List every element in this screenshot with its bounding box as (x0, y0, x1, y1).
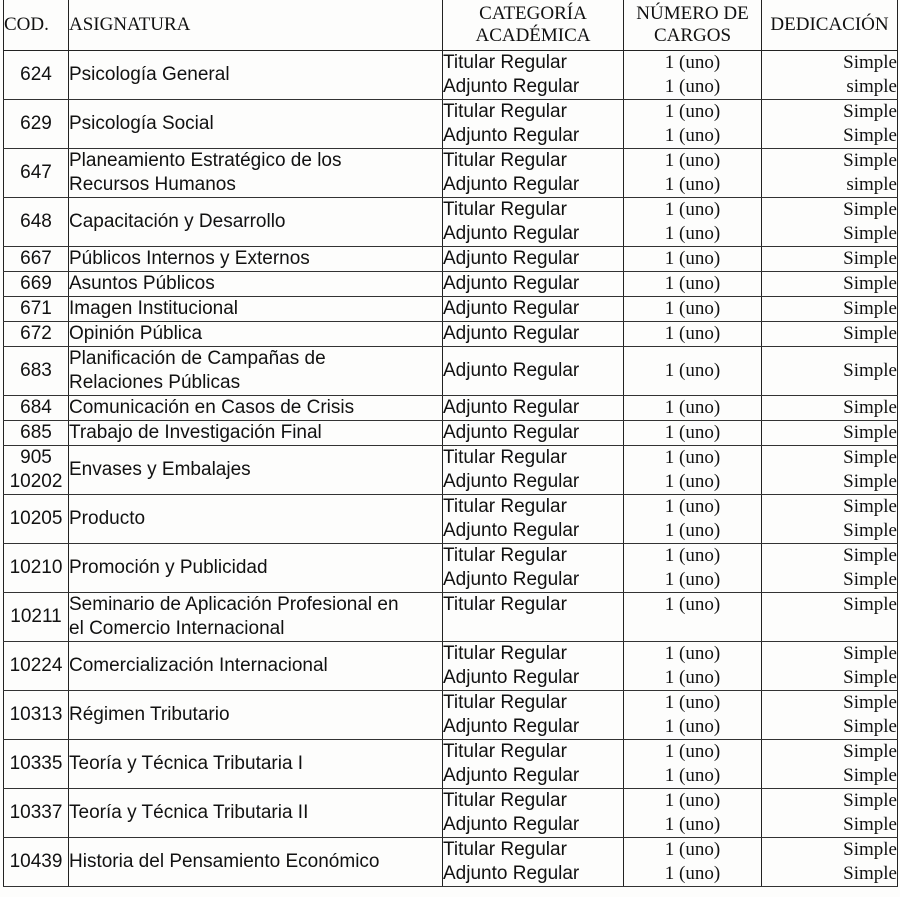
cell-categoria-line: Adjunto Regular (443, 223, 580, 244)
cell-categoria-line: Titular Regular (443, 790, 567, 811)
cell-categoria (443, 446, 624, 495)
cell-categoria-line: Adjunto Regular (443, 422, 580, 443)
cell-cod (4, 149, 69, 198)
cell-dedicacion (762, 396, 898, 421)
header-dedicacion: DEDICACIÓN (762, 0, 898, 51)
cell-cod (4, 247, 69, 272)
cell-asignatura-line: Comunicación en Casos de Crisis (69, 397, 355, 418)
cell-categoria-line: Titular Regular (443, 52, 567, 73)
cell-asignatura (69, 100, 443, 149)
cell-numero (624, 544, 762, 593)
cell-dedicacion-line: Simple (843, 422, 897, 443)
cell-categoria-line: Adjunto Regular (443, 569, 580, 590)
cell-dedicacion (762, 495, 898, 544)
cell-numero (624, 100, 762, 149)
cell-categoria-line: Adjunto Regular (443, 248, 580, 269)
cell-dedicacion (762, 100, 898, 149)
cell-dedicacion-line: Simple (843, 545, 897, 566)
cell-asignatura-line: Teoría y Técnica Tributaria II (69, 802, 309, 823)
cell-asignatura-line: Régimen Tributario (69, 704, 230, 725)
cell-asignatura-line: Asuntos Públicos (69, 273, 215, 294)
cell-categoria (443, 247, 624, 272)
cell-asignatura-line: Producto (69, 508, 146, 529)
cell-cod (4, 100, 69, 149)
cell-categoria-line: Adjunto Regular (443, 360, 580, 381)
cell-numero (624, 347, 762, 396)
cell-dedicacion (762, 297, 898, 322)
table-row (4, 347, 898, 396)
cell-categoria (443, 51, 624, 100)
table-row (4, 297, 898, 322)
cell-categoria (443, 495, 624, 544)
cell-cod-line: 10211 (10, 606, 62, 627)
cell-asignatura-line: Seminario de Aplicación Profesional en (69, 594, 399, 615)
cell-dedicacion-line: Simple (843, 150, 897, 171)
cell-dedicacion-line: Simple (843, 248, 897, 269)
cell-asignatura-line: Teoría y Técnica Tributaria I (69, 753, 304, 774)
cell-numero-line: 1 (uno) (664, 716, 721, 737)
table-row (4, 544, 898, 593)
cell-categoria-line: Adjunto Regular (443, 765, 580, 786)
cell-dedicacion (762, 544, 898, 593)
cell-categoria (443, 593, 624, 642)
cell-numero-line: 1 (uno) (664, 52, 721, 73)
cell-dedicacion-line: Simple (843, 273, 897, 294)
cell-dedicacion-line: Simple (843, 125, 897, 146)
cell-dedicacion-line: Simple (843, 765, 897, 786)
table-row (4, 247, 898, 272)
cell-numero-line (624, 617, 761, 641)
cell-dedicacion-line: Simple (843, 863, 897, 884)
cell-categoria (443, 691, 624, 740)
table-row (4, 272, 898, 297)
cell-cod-line: 671 (20, 298, 52, 319)
table-row (4, 396, 898, 421)
cell-asignatura-line: Envases y Embalajes (69, 459, 251, 480)
cell-categoria-line: Titular Regular (443, 199, 567, 220)
cell-categoria-line: Titular Regular (443, 839, 567, 860)
cell-categoria-line: Adjunto Regular (443, 76, 580, 97)
cell-cod (4, 347, 69, 396)
cell-categoria-line: Adjunto Regular (443, 125, 580, 146)
cell-dedicacion-line: Simple (843, 471, 897, 492)
cell-numero-line: 1 (uno) (664, 397, 721, 418)
cell-dedicacion-line: Simple (843, 839, 897, 860)
cell-asignatura (69, 272, 443, 297)
cell-cod (4, 642, 69, 691)
cell-numero-line: 1 (uno) (664, 248, 721, 269)
cell-categoria (443, 149, 624, 198)
cell-numero (624, 198, 762, 247)
cell-numero-line: 1 (uno) (664, 545, 721, 566)
cell-dedicacion-line: Simple (843, 814, 897, 835)
cell-asignatura (69, 495, 443, 544)
cell-cod (4, 322, 69, 347)
cell-numero (624, 247, 762, 272)
cell-categoria-line: Adjunto Regular (443, 298, 580, 319)
cell-dedicacion (762, 198, 898, 247)
cell-asignatura (69, 642, 443, 691)
cell-numero-line: 1 (uno) (664, 814, 721, 835)
cell-numero (624, 593, 762, 642)
cell-asignatura-line: Psicología General (69, 64, 230, 85)
cell-numero-line: 1 (uno) (664, 765, 721, 786)
cell-asignatura-line: Recursos Humanos (69, 174, 236, 195)
cell-numero-line: 1 (uno) (664, 422, 721, 443)
cell-dedicacion-line: Simple (843, 447, 897, 468)
table-row (4, 322, 898, 347)
cell-numero (624, 740, 762, 789)
cell-asignatura-line: Historia del Pensamiento Económico (69, 851, 380, 872)
cell-numero (624, 322, 762, 347)
cell-asignatura-line: Promoción y Publicidad (69, 557, 268, 578)
cell-cod-line: 669 (20, 273, 52, 294)
cell-dedicacion-line: simple (846, 174, 897, 195)
cell-numero-line: 1 (uno) (664, 643, 721, 664)
cell-numero-line: 1 (uno) (664, 101, 721, 122)
cell-categoria-line: Titular Regular (443, 150, 567, 171)
header-row (4, 0, 898, 51)
cell-cod (4, 51, 69, 100)
header-categoria-line: ACADÉMICA (475, 25, 591, 46)
cell-asignatura-line: Relaciones Públicas (69, 372, 241, 393)
cell-dedicacion (762, 740, 898, 789)
cell-numero-line: 1 (uno) (664, 125, 721, 146)
cell-dedicacion-line: Simple (843, 741, 897, 762)
cell-categoria-line: Adjunto Regular (443, 667, 580, 688)
header-numero-line: NÚMERO DE (636, 3, 749, 24)
cell-dedicacion (762, 642, 898, 691)
cell-numero (624, 272, 762, 297)
cell-asignatura-line: Psicología Social (69, 113, 214, 134)
header-numero (624, 0, 762, 51)
cell-cod-line: 685 (20, 422, 52, 443)
cell-asignatura-line: Opinión Pública (69, 323, 203, 344)
cell-numero-line: 1 (uno) (664, 569, 721, 590)
cell-dedicacion-line: Simple (843, 101, 897, 122)
cell-numero (624, 421, 762, 446)
cell-numero-line: 1 (uno) (664, 360, 721, 381)
cell-cod-line: 10205 (9, 508, 63, 529)
cell-dedicacion (762, 149, 898, 198)
cell-asignatura-line: Capacitación y Desarrollo (69, 211, 286, 232)
cell-numero-line: 1 (uno) (664, 174, 721, 195)
cell-dedicacion (762, 446, 898, 495)
cell-numero (624, 789, 762, 838)
cell-cod-line: 684 (20, 397, 52, 418)
cell-categoria-line: Titular Regular (443, 594, 567, 615)
cell-categoria-line: Adjunto Regular (443, 323, 580, 344)
cell-cod (4, 446, 69, 495)
cell-cod-line: 905 (20, 447, 52, 468)
cell-categoria (443, 838, 624, 887)
cell-cod-line: 648 (20, 211, 52, 232)
cell-dedicacion-line: Simple (843, 520, 897, 541)
cell-dedicacion-line: Simple (843, 594, 897, 615)
cell-categoria (443, 396, 624, 421)
cell-numero-line: 1 (uno) (664, 496, 721, 517)
cell-numero-line: 1 (uno) (664, 790, 721, 811)
header-categoria (443, 0, 624, 51)
cell-categoria-line: Titular Regular (443, 643, 567, 664)
cell-asignatura-line: el Comercio Internacional (69, 618, 285, 639)
cell-cod-line: 624 (20, 64, 52, 85)
cell-asignatura (69, 593, 443, 642)
cell-cod (4, 593, 69, 642)
cell-dedicacion-line (762, 617, 897, 641)
cell-categoria-line: Adjunto Regular (443, 273, 580, 294)
cell-numero-line: 1 (uno) (664, 76, 721, 97)
table-row (4, 421, 898, 446)
cell-numero (624, 396, 762, 421)
cell-categoria (443, 198, 624, 247)
cell-asignatura (69, 247, 443, 272)
header-cod: COD. (4, 0, 69, 51)
cell-categoria-line: Titular Regular (443, 692, 567, 713)
cell-dedicacion (762, 593, 898, 642)
cell-cod (4, 421, 69, 446)
cell-numero (624, 149, 762, 198)
table-row (4, 593, 898, 642)
cell-dedicacion-line: Simple (843, 397, 897, 418)
table-row (4, 446, 898, 495)
cell-asignatura-line: Públicos Internos y Externos (69, 248, 310, 269)
cell-asignatura (69, 198, 443, 247)
cell-numero-line: 1 (uno) (664, 520, 721, 541)
header-numero-line: CARGOS (653, 25, 732, 46)
cell-cod-line: 667 (20, 248, 52, 269)
cell-dedicacion (762, 347, 898, 396)
cell-numero-line: 1 (uno) (664, 471, 721, 492)
cell-categoria (443, 789, 624, 838)
cell-categoria-line: Adjunto Regular (443, 814, 580, 835)
table-row (4, 691, 898, 740)
cell-asignatura (69, 149, 443, 198)
cell-asignatura (69, 297, 443, 322)
cell-dedicacion-line: Simple (843, 323, 897, 344)
cell-dedicacion-line: simple (846, 76, 897, 97)
cell-cod (4, 198, 69, 247)
cell-numero-line: 1 (uno) (664, 667, 721, 688)
cell-categoria (443, 544, 624, 593)
cell-numero (624, 495, 762, 544)
cell-categoria-line: Adjunto Regular (443, 471, 580, 492)
cell-numero-line: 1 (uno) (664, 298, 721, 319)
cell-categoria-line: Adjunto Regular (443, 520, 580, 541)
cell-numero (624, 51, 762, 100)
cell-asignatura (69, 691, 443, 740)
cell-categoria (443, 642, 624, 691)
table-row (4, 149, 898, 198)
cell-categoria-line: Adjunto Regular (443, 174, 580, 195)
cell-categoria (443, 740, 624, 789)
cell-numero-line: 1 (uno) (664, 863, 721, 884)
cell-numero-line: 1 (uno) (664, 199, 721, 220)
cell-cod-line: 10335 (9, 753, 63, 774)
cell-categoria (443, 100, 624, 149)
cell-dedicacion-line: Simple (843, 298, 897, 319)
cell-dedicacion-line: Simple (843, 569, 897, 590)
cell-categoria-line: Adjunto Regular (443, 863, 580, 884)
cell-dedicacion-line: Simple (843, 667, 897, 688)
cell-dedicacion (762, 247, 898, 272)
table-row (4, 100, 898, 149)
cell-dedicacion (762, 789, 898, 838)
table-row (4, 789, 898, 838)
cell-cod-line: 10313 (9, 704, 63, 725)
cell-categoria-line: Titular Regular (443, 101, 567, 122)
cell-numero (624, 642, 762, 691)
cell-numero (624, 691, 762, 740)
cell-numero-line: 1 (uno) (664, 692, 721, 713)
cell-numero-line: 1 (uno) (664, 741, 721, 762)
header-asignatura: ASIGNATURA (69, 0, 443, 51)
cell-asignatura (69, 51, 443, 100)
cell-dedicacion-line: Simple (843, 643, 897, 664)
cell-cod (4, 495, 69, 544)
cell-numero (624, 446, 762, 495)
cell-dedicacion-line: Simple (843, 692, 897, 713)
cell-categoria-line (443, 617, 623, 641)
cell-dedicacion (762, 421, 898, 446)
cell-numero-line: 1 (uno) (664, 150, 721, 171)
cell-asignatura-line: Imagen Institucional (69, 298, 238, 319)
cell-categoria-line: Titular Regular (443, 447, 567, 468)
cell-cod (4, 544, 69, 593)
cell-dedicacion-line: Simple (843, 496, 897, 517)
cell-categoria (443, 322, 624, 347)
cell-asignatura (69, 347, 443, 396)
cell-dedicacion-line: Simple (843, 360, 897, 381)
cell-asignatura (69, 838, 443, 887)
cell-categoria (443, 272, 624, 297)
cell-cod (4, 838, 69, 887)
cell-cod-line: 10337 (9, 802, 63, 823)
cell-categoria (443, 347, 624, 396)
cell-numero-line: 1 (uno) (664, 447, 721, 468)
table-row (4, 495, 898, 544)
table-row (4, 51, 898, 100)
cell-dedicacion (762, 322, 898, 347)
cell-asignatura-line: Planeamiento Estratégico de los (69, 150, 342, 171)
cell-asignatura (69, 544, 443, 593)
cell-categoria-line: Titular Regular (443, 496, 567, 517)
cell-cod-line: 10210 (9, 557, 63, 578)
cell-asignatura-line: Comercialización Internacional (69, 655, 328, 676)
cell-dedicacion-line: Simple (843, 716, 897, 737)
cell-categoria (443, 297, 624, 322)
cell-categoria-line: Titular Regular (443, 741, 567, 762)
cell-categoria-line: Titular Regular (443, 545, 567, 566)
cell-categoria-line: Adjunto Regular (443, 397, 580, 418)
cell-asignatura-line: Planificación de Campañas de (69, 348, 326, 369)
cell-numero-line: 1 (uno) (664, 273, 721, 294)
cell-asignatura (69, 740, 443, 789)
cell-numero-line: 1 (uno) (664, 323, 721, 344)
cell-asignatura (69, 789, 443, 838)
header-categoria-line: CATEGORÍA (479, 3, 587, 24)
cell-cod-line: 683 (20, 360, 52, 381)
table-row (4, 740, 898, 789)
cell-dedicacion (762, 838, 898, 887)
cell-cod-line: 10224 (9, 655, 63, 676)
cell-numero (624, 838, 762, 887)
cell-categoria (443, 421, 624, 446)
cell-asignatura (69, 396, 443, 421)
cell-numero-line: 1 (uno) (664, 223, 721, 244)
cell-asignatura (69, 421, 443, 446)
cell-dedicacion-line: Simple (843, 52, 897, 73)
cell-dedicacion-line: Simple (843, 199, 897, 220)
cell-numero-line: 1 (uno) (664, 839, 721, 860)
cell-asignatura-line: Trabajo de Investigación Final (69, 422, 322, 443)
cell-asignatura (69, 446, 443, 495)
cell-numero (624, 297, 762, 322)
cell-cod-line: 10439 (9, 851, 63, 872)
cell-asignatura (69, 322, 443, 347)
cell-cod (4, 789, 69, 838)
cell-cod-line: 629 (20, 113, 52, 134)
cell-dedicacion-line: Simple (843, 223, 897, 244)
cell-cod (4, 691, 69, 740)
cell-cod-line: 672 (20, 323, 52, 344)
cell-cod (4, 297, 69, 322)
cell-cod (4, 396, 69, 421)
cell-numero-line: 1 (uno) (664, 594, 721, 615)
subjects-table (3, 0, 898, 887)
cell-dedicacion-line: Simple (843, 790, 897, 811)
cell-cod (4, 272, 69, 297)
cell-dedicacion (762, 51, 898, 100)
cell-categoria-line: Adjunto Regular (443, 716, 580, 737)
cell-cod-line: 647 (20, 162, 52, 183)
table-row (4, 198, 898, 247)
cell-cod-line: 10202 (9, 471, 63, 492)
cell-dedicacion (762, 691, 898, 740)
table-row (4, 838, 898, 887)
cell-dedicacion (762, 272, 898, 297)
table-row (4, 642, 898, 691)
cell-cod (4, 740, 69, 789)
